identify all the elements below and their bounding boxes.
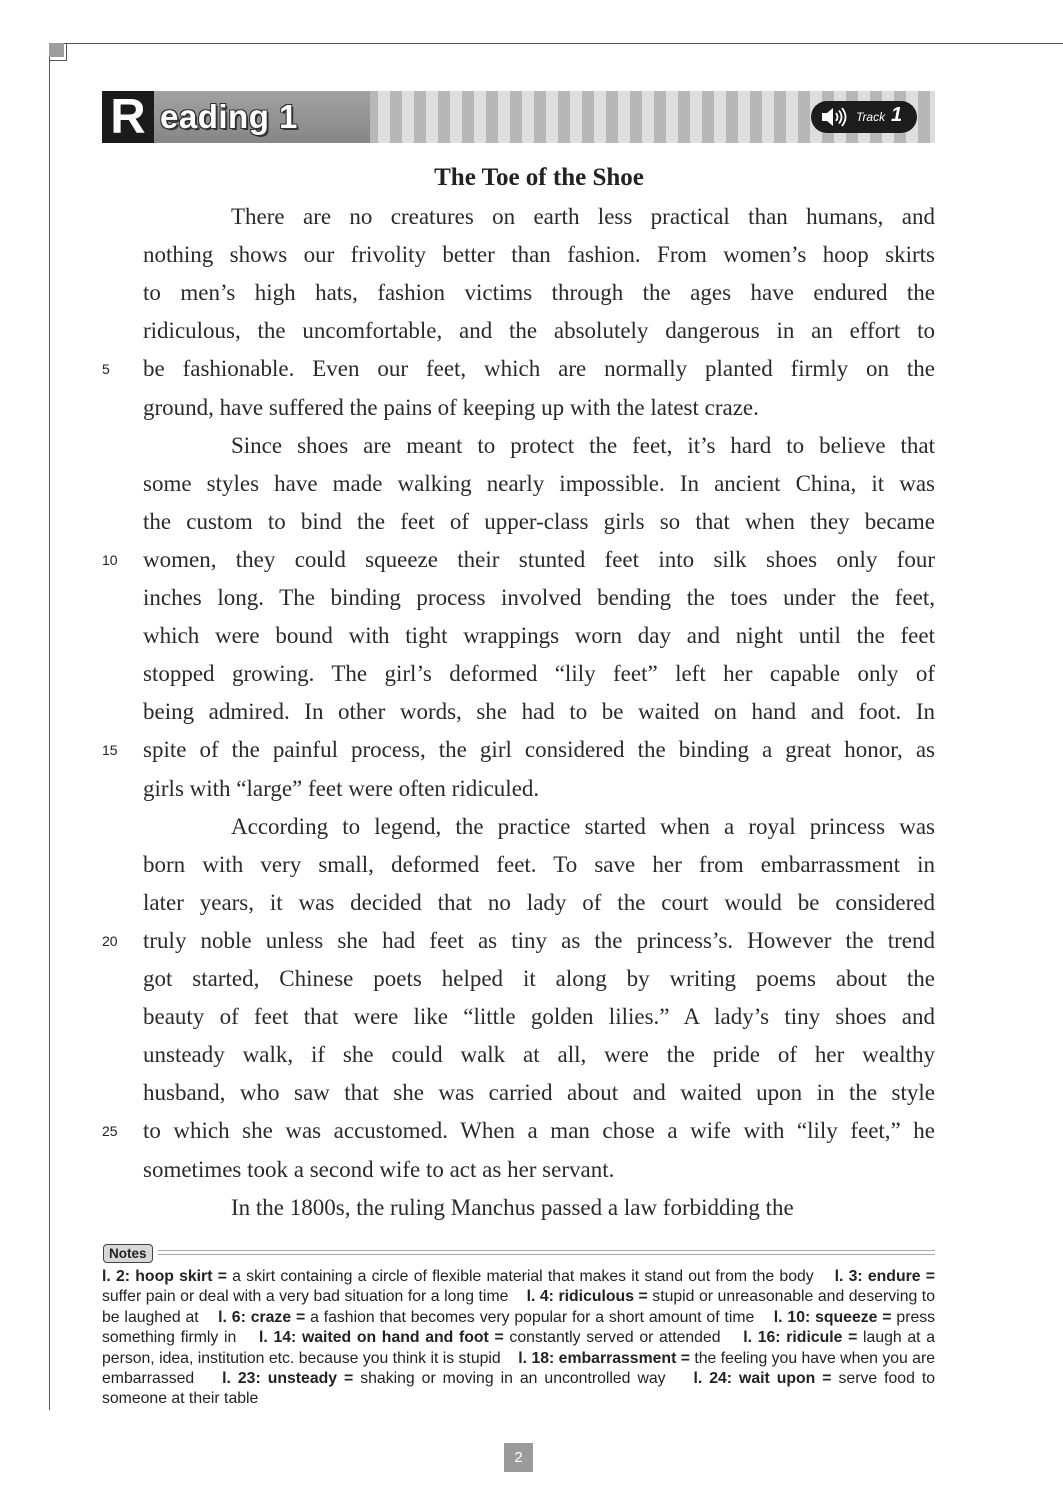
track-number: 1 — [891, 104, 903, 126]
article-line: unsteady walk, if she could walk at all, were the pride of her wealthy — [143, 1042, 935, 1068]
article-line: Since shoes are meant to protect the feet, it’s hard to believe that — [231, 432, 935, 458]
article-line: women, they could squeeze their stunted feet into silk shoes only four — [143, 546, 935, 572]
notes-body — [102, 1267, 935, 1410]
page-number: 2 — [504, 1443, 533, 1472]
note-definition: stupid or unreasonable and deserving to be laughed at — [102, 1288, 935, 1326]
line-number: 20 — [102, 932, 118, 949]
article-line: being admired. In other words, she had to be waited on hand and foot. In — [143, 699, 935, 725]
note-definition: press something firmly in — [102, 1308, 936, 1347]
article-line: nothing shows our frivolity better than fashion. From women’s hoop skirts — [143, 242, 935, 268]
article-line: stopped growing. The girl’s deformed “lily feet” left her capable only of — [143, 661, 935, 687]
article-title: The Toe of the Shoe — [434, 164, 644, 191]
article-line: In the 1800s, the ruling Manchus passed a law forbidding the — [231, 1194, 794, 1220]
notes-divider — [158, 1254, 935, 1255]
note-term: l. 6: craze = — [218, 1308, 306, 1326]
corner-notch-vertical — [66, 44, 67, 61]
page-top-rule — [64, 43, 1063, 44]
article-line: truly noble unless she had feet as tiny as the princess’s. However the trend — [143, 927, 935, 953]
article-line: born with very small, deformed feet. To save her from embarrassment in — [143, 851, 935, 877]
track-label: Track — [856, 110, 886, 124]
note-term: l. 10: squeeze = — [773, 1308, 892, 1326]
note-term: l. 14: waited on hand and foot = — [259, 1329, 504, 1347]
note-term: l. 23: unsteady = — [222, 1370, 354, 1388]
page-left-rule — [49, 57, 50, 1410]
article-line: later years, it was decided that no lady of the court would be considered — [143, 889, 935, 915]
note-term: l. 3: endure = — [834, 1268, 935, 1285]
article-line: which were bound with tight wrappings worn day and night until the feet — [143, 623, 935, 649]
speaker-volume-icon — [821, 106, 849, 128]
note-term: l. 4: ridiculous = — [526, 1288, 648, 1306]
note-definition: a fashion that becomes very popular for a short amount of time — [310, 1308, 755, 1326]
note-definition: constantly served or attended — [509, 1329, 721, 1347]
note-definition: the feeling you have when you are embarrassed — [102, 1349, 936, 1388]
article-line: to which she was accustomed. When a man chose a wife with “lily feet,” he — [143, 1118, 935, 1144]
note-definition: a skirt containing a circle of flexible material that makes it stand out from the body — [232, 1268, 814, 1285]
note-definition: shaking or moving in an uncontrolled way — [360, 1370, 666, 1388]
line-number: 15 — [102, 742, 118, 759]
article-line: husband, who saw that she was carried about and waited upon in the style — [143, 1080, 935, 1106]
article-line: some styles have made walking nearly impossible. In ancient China, it was — [143, 470, 935, 496]
article-line: got started, Chinese poets helped it along by writing poems about the — [143, 966, 935, 991]
audio-track-button[interactable] — [811, 101, 917, 133]
article-line: inches long. The binding process involved bending the toes under the feet, — [143, 585, 935, 610]
article-line: ridiculous, the uncomfortable, and the absolutely dangerous in an effort to — [143, 318, 935, 344]
article-line: beauty of feet that were like “little golden lilies.” A lady’s tiny shoes and — [143, 1004, 935, 1030]
note-term: l. 16: ridicule = — [743, 1329, 858, 1347]
article-line: the custom to bind the feet of upper-class girls so that when they became — [143, 508, 935, 534]
line-number: 25 — [102, 1123, 118, 1140]
notes-label: Notes — [103, 1244, 153, 1263]
note-term: l. 18: embarrassment = — [518, 1349, 690, 1367]
note-definition: laugh at a person, idea, institution etc. because you think it is stupid — [102, 1329, 936, 1367]
article-line: be fashionable. Even our feet, which are normally planted firmly on the — [143, 356, 935, 382]
article-line: ground, have suffered the pains of keeping up with the latest craze. — [143, 394, 759, 420]
section-initial: R — [102, 91, 154, 143]
corner-notch-horizontal — [49, 60, 66, 61]
article-line: sometimes took a second wife to act as her servant. — [143, 1156, 615, 1182]
note-definition: serve food to someone at their table — [102, 1370, 936, 1408]
section-banner — [102, 91, 935, 143]
note-term: l. 2: hoop skirt = — [102, 1268, 227, 1285]
article-line: There are no creatures on earth less practical than humans, and — [231, 204, 935, 229]
article-line: According to legend, the practice started when a royal princess was — [231, 813, 935, 839]
line-number: 5 — [102, 361, 110, 378]
article-line: girls with “large” feet were often ridiculed. — [143, 775, 540, 801]
note-definition: suffer pain or deal with a very bad situation for a long time — [102, 1288, 509, 1306]
notes-divider — [158, 1250, 935, 1251]
article-line: spite of the painful process, the girl considered the binding a great honor, as — [143, 737, 935, 763]
line-number: 10 — [102, 551, 118, 568]
note-term: l. 24: wait upon = — [693, 1370, 832, 1388]
section-title: eading 1 — [160, 98, 298, 135]
article-line: to men’s high hats, fashion victims through the ages have endured the — [143, 280, 935, 306]
corner-marker — [49, 43, 64, 57]
